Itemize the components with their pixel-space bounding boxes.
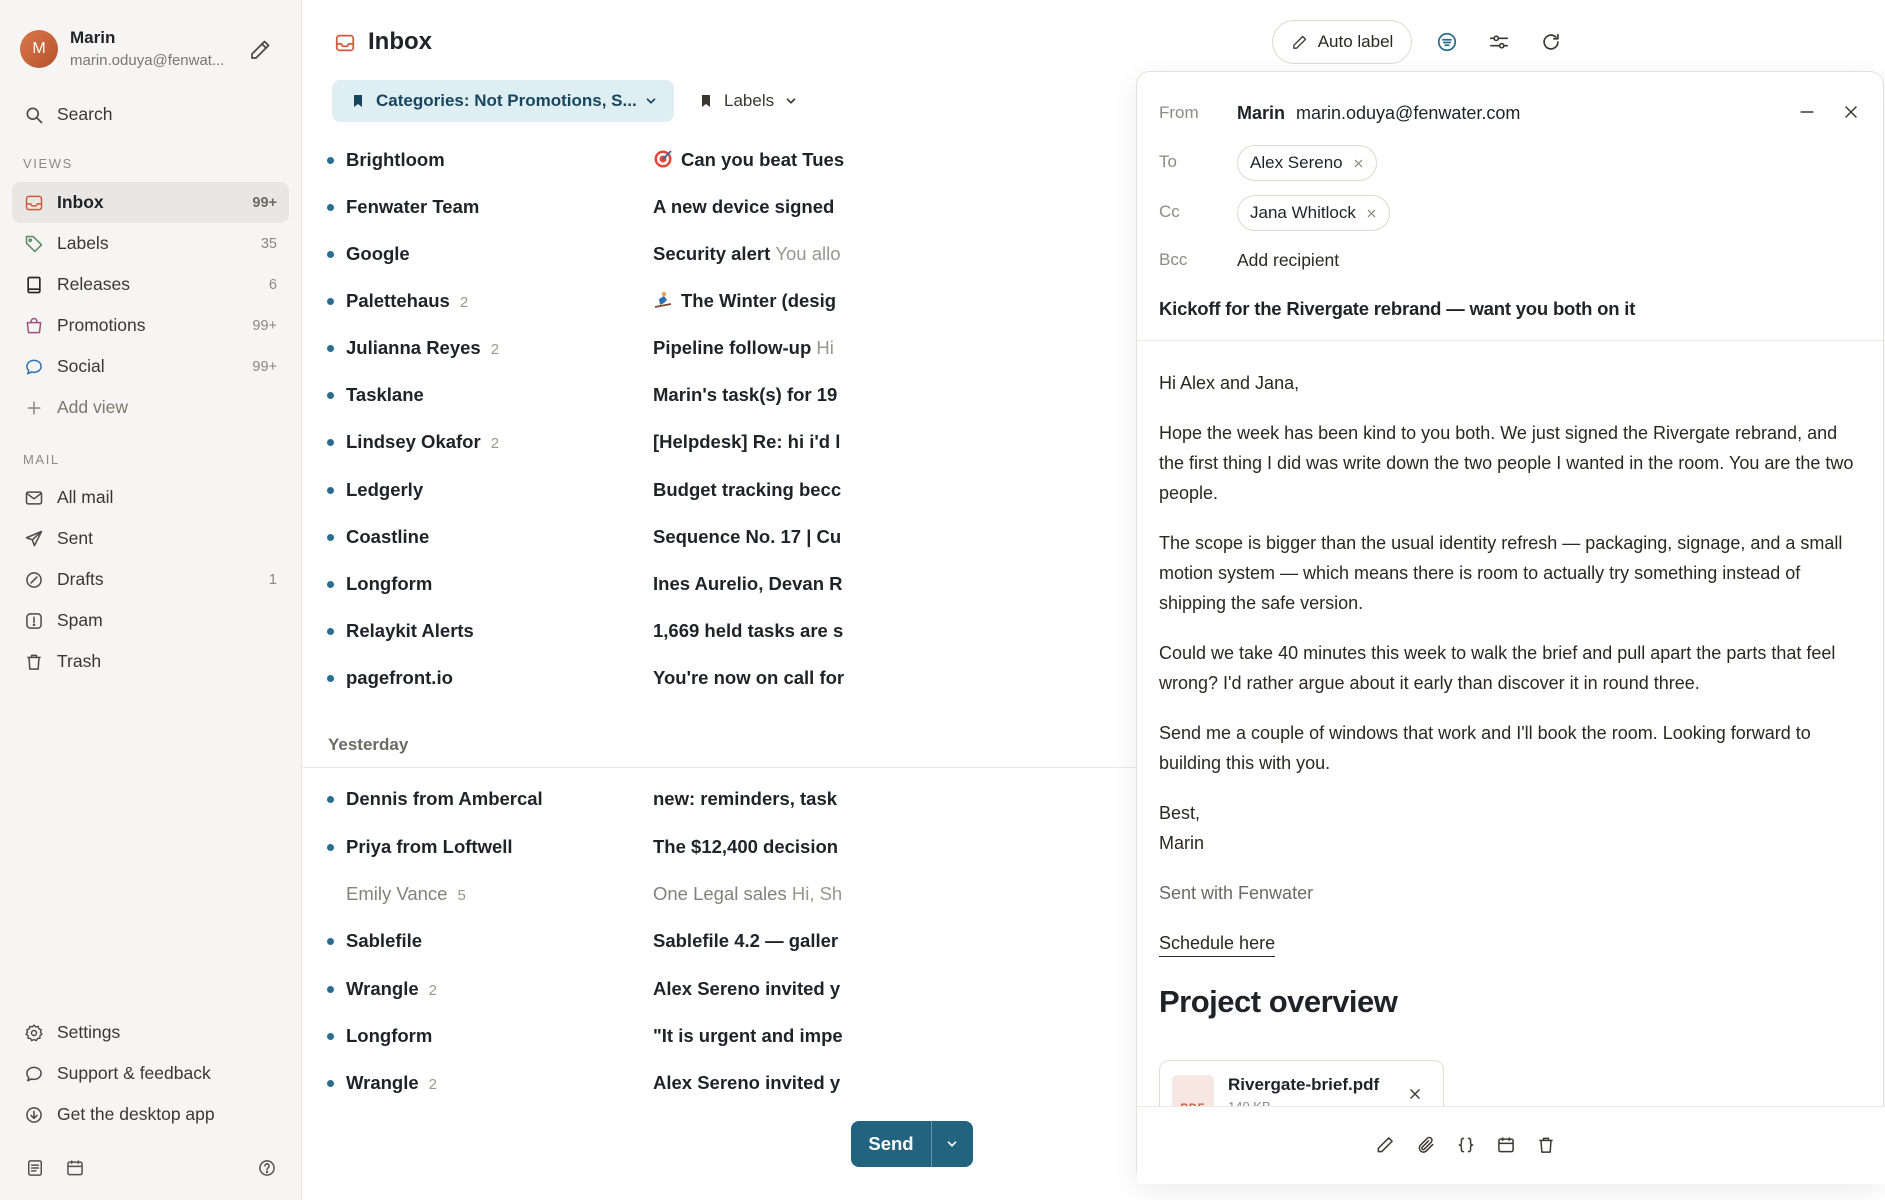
sidebar-item-label: Labels <box>57 233 109 253</box>
compose-window <box>1136 71 1884 1183</box>
body-signoff: Best, Marin <box>1159 803 1205 853</box>
page-title: Inbox <box>368 28 432 55</box>
message-row[interactable] <box>302 475 842 505</box>
draft-icon <box>24 570 44 590</box>
sidebar-item-label: Add view <box>57 397 129 417</box>
settings-label: Settings <box>57 1022 121 1042</box>
sidebar-item-label: Social <box>57 356 105 376</box>
subject-field[interactable]: Kickoff for the Rivergate rebrand — want you both on it <box>1159 298 1636 319</box>
message-row[interactable] <box>302 286 837 316</box>
book-icon <box>24 275 44 295</box>
paper-plane-icon <box>24 529 44 549</box>
shopping-bag-icon <box>24 316 44 336</box>
message-sender: Google <box>346 243 410 264</box>
add-view-button[interactable] <box>12 387 289 428</box>
target-emoji-icon <box>653 149 673 169</box>
unread-dot <box>327 1080 334 1087</box>
message-subject: [Helpdesk] Re: hi i'd l <box>653 431 841 452</box>
envelope-icon <box>24 488 44 508</box>
message-sender: Emily Vance 5 <box>346 883 466 904</box>
thread-count: 2 <box>428 982 437 999</box>
search-icon <box>24 105 44 125</box>
thread-count: 2 <box>428 1076 437 1093</box>
message-sender: Wrangle 2 <box>346 978 437 999</box>
thread-count: 2 <box>490 435 500 452</box>
divider <box>1137 340 1885 341</box>
message-sender: Brightloom <box>346 149 445 170</box>
remove-attachment-icon[interactable] <box>1408 1087 1422 1101</box>
trash-icon <box>24 652 44 672</box>
schedule-link[interactable]: Schedule here <box>1159 930 1275 957</box>
message-subject: The Winter (desig <box>653 290 833 312</box>
sidebar-item-count: 1 <box>268 571 277 588</box>
message-sender: pagefront.io <box>346 667 453 688</box>
chat-bubble-icon <box>24 357 44 377</box>
day-separator-label: Yesterday <box>328 735 409 754</box>
unread-dot <box>327 986 334 993</box>
message-row[interactable] <box>302 1068 841 1098</box>
unread-dot <box>327 938 334 945</box>
sidebar-item-label: Promotions <box>57 315 146 335</box>
project-overview-heading: Project overview <box>1159 984 1398 1019</box>
message-row[interactable] <box>302 784 838 814</box>
category-filter-label: Categories: Not Promotions, S... <box>376 91 637 110</box>
unread-dot <box>327 439 334 446</box>
support-feedback-button[interactable] <box>12 1053 289 1094</box>
unread-dot <box>327 251 334 258</box>
message-row[interactable] <box>302 832 839 862</box>
sidebar-item-label: Drafts <box>57 569 104 589</box>
sidebar-item-sent[interactable] <box>12 518 289 559</box>
sidebar-item-releases[interactable] <box>12 264 289 305</box>
recipient-name: Alex Sereno <box>1250 153 1343 172</box>
help-icon[interactable] <box>257 1158 277 1178</box>
message-row[interactable] <box>302 239 841 269</box>
sidebar-item-inbox[interactable] <box>12 182 289 223</box>
to-label: To <box>1159 152 1177 171</box>
message-row[interactable] <box>302 616 844 646</box>
message-sender: Julianna Reyes 2 <box>346 337 500 358</box>
unread-dot <box>327 534 334 541</box>
message-preview: You allo <box>775 243 841 264</box>
thread-count: 2 <box>459 294 469 311</box>
chevron-down-icon[interactable] <box>945 1137 959 1151</box>
sidebar-item-count: 35 <box>260 235 277 252</box>
unread-dot <box>327 628 334 635</box>
message-row[interactable] <box>302 333 832 363</box>
sidebar-item-labels[interactable] <box>12 223 289 264</box>
message-row[interactable] <box>302 145 845 175</box>
message-row[interactable] <box>302 522 842 552</box>
message-subject: Marin's task(s) for 19 <box>653 384 838 405</box>
tag-icon <box>24 234 44 254</box>
chat-bubble-icon <box>24 1064 44 1084</box>
support-label: Support & feedback <box>57 1063 211 1083</box>
bcc-label: Bcc <box>1159 250 1188 269</box>
pencil-icon <box>1291 34 1308 51</box>
desktop-app-button[interactable] <box>12 1094 289 1135</box>
recipient-chip-cc[interactable] <box>1237 195 1390 231</box>
notes-icon[interactable] <box>25 1158 45 1178</box>
minimize-icon[interactable] <box>1797 102 1817 122</box>
profile-name: Marin <box>70 28 116 47</box>
plus-icon <box>24 398 44 418</box>
profile[interactable] <box>20 28 282 72</box>
close-icon[interactable] <box>1841 102 1861 122</box>
message-row[interactable] <box>302 192 835 222</box>
unread-dot <box>327 392 334 399</box>
sidebar-item-promotions[interactable] <box>12 305 289 346</box>
message-preview: Hi <box>816 337 834 358</box>
message-subject: "It is urgent and impe <box>653 1025 843 1046</box>
attachment-name: Rivergate-brief.pdf <box>1228 1075 1380 1094</box>
auto-label-text: Auto label <box>1317 32 1394 51</box>
body-paragraph: Hope the week has been kind to you both. We just signed the Rivergate rebrand, and the first thing I did was write down the two people I wanted in the room. You are the two people. <box>1159 423 1854 503</box>
message-row[interactable] <box>302 974 841 1004</box>
sidebar-item-label: Inbox <box>57 192 104 212</box>
calendar-icon[interactable] <box>1496 1135 1516 1155</box>
mail-section-label: MAIL <box>23 452 60 467</box>
message-preview: Hi, Sh <box>791 883 843 904</box>
thread-count: 5 <box>457 887 466 904</box>
sidebar <box>0 0 302 1200</box>
message-sender: Sablefile <box>346 930 423 951</box>
signature-pen-icon[interactable] <box>1375 1135 1395 1155</box>
message-row[interactable] <box>302 380 838 410</box>
sidebar-item-all-mail[interactable] <box>12 477 289 518</box>
auto-label-button[interactable] <box>1272 20 1412 64</box>
message-subject: Sablefile 4.2 — galler <box>653 930 839 951</box>
message-subject: Can you beat Tues <box>653 149 833 171</box>
body-paragraph: Send me a couple of windows that work and I'll book the room. Looking forward to building this with you. <box>1159 723 1811 773</box>
unread-dot <box>327 581 334 588</box>
send-label: Send <box>868 1133 914 1154</box>
message-subject: Sequence No. 17 | Cu <box>653 526 842 547</box>
profile-email: marin.oduya@fenwat... <box>70 52 225 69</box>
message-sender: Coastline <box>346 526 430 547</box>
sidebar-item-social[interactable] <box>12 346 289 387</box>
message-row[interactable] <box>302 879 843 909</box>
body-paragraph: The scope is bigger than the usual identity refresh — packaging, signage, and a small motion system — which means there is room to actually try something instead of shipping the safe version. <box>1159 533 1843 613</box>
message-sender: Fenwater Team <box>346 196 480 217</box>
body-paragraph: Could we take 40 minutes this week to walk the brief and pull apart the parts that feel wrong? I'd rather argue about it early than discover it in round three. <box>1159 643 1836 693</box>
message-subject: Alex Sereno invited y <box>653 978 841 999</box>
sidebar-item-label: Sent <box>57 528 93 548</box>
main-content <box>302 0 1854 1200</box>
message-row[interactable] <box>302 569 843 599</box>
message-sender: Palettehaus 2 <box>346 290 469 311</box>
sidebar-item-count: 99+ <box>252 194 277 211</box>
inbox-icon <box>334 32 356 54</box>
sidebar-item-label: Releases <box>57 274 130 294</box>
message-subject: new: reminders, task <box>653 788 838 809</box>
message-row[interactable] <box>302 427 841 457</box>
gear-icon <box>24 1023 44 1043</box>
remove-recipient-icon[interactable] <box>1366 208 1377 219</box>
from-email[interactable]: marin.oduya@fenwater.com <box>1296 103 1521 123</box>
message-sender: Longform <box>346 573 433 594</box>
unread-dot <box>327 204 334 211</box>
calendar-icon[interactable] <box>65 1158 85 1178</box>
chevron-down-icon <box>784 94 798 108</box>
bookmark-icon <box>698 93 714 109</box>
code-braces-icon[interactable] <box>1456 1135 1476 1155</box>
bookmark-icon <box>350 93 366 109</box>
message-subject: Budget tracking becc <box>653 479 842 500</box>
message-subject: Security alert You allo <box>653 243 841 264</box>
unread-dot <box>327 844 334 851</box>
divider <box>931 1121 932 1167</box>
from-label: From <box>1159 103 1199 122</box>
avatar[interactable]: M <box>20 30 58 68</box>
message-subject: You're now on call for <box>653 667 845 688</box>
sidebar-item-count: 6 <box>268 276 277 293</box>
sidebar-item-count: 99+ <box>252 317 277 334</box>
spam-icon <box>24 611 44 631</box>
message-sender: Lindsey Okafor 2 <box>346 431 500 452</box>
sent-with-text: Sent with Fenwater <box>1159 883 1314 903</box>
chevron-down-icon <box>644 94 658 108</box>
cc-label: Cc <box>1159 202 1180 221</box>
message-row[interactable] <box>302 926 839 956</box>
body-greeting: Hi Alex and Jana, <box>1159 373 1300 393</box>
labels-filter-dropdown[interactable] <box>698 80 798 122</box>
thread-count: 2 <box>490 341 500 358</box>
message-subject: The $12,400 decision <box>653 836 839 857</box>
sidebar-item-drafts[interactable] <box>12 559 289 600</box>
unread-dot <box>327 1033 334 1040</box>
sidebar-item-label: Spam <box>57 610 103 630</box>
settings-button[interactable] <box>12 1012 289 1053</box>
skier-emoji-icon <box>653 290 673 310</box>
unread-dot <box>327 796 334 803</box>
views-section-label: VIEWS <box>23 156 73 171</box>
desktop-app-label: Get the desktop app <box>57 1104 215 1124</box>
paperclip-icon[interactable] <box>1416 1135 1436 1155</box>
trash-icon[interactable] <box>1536 1135 1556 1155</box>
message-sender: Ledgerly <box>346 479 424 500</box>
message-body[interactable] <box>1159 368 1859 1022</box>
recipient-name: Jana Whitlock <box>1250 203 1356 222</box>
recipient-chip-to[interactable] <box>1237 145 1377 181</box>
message-subject: One Legal sales Hi, Sh <box>653 883 843 904</box>
sidebar-item-trash[interactable] <box>12 641 289 682</box>
message-subject: Alex Sereno invited y <box>653 1072 841 1093</box>
message-subject: 1,669 held tasks are s <box>653 620 844 641</box>
search-label: Search <box>57 104 113 124</box>
message-row[interactable] <box>302 1021 843 1051</box>
message-sender: Priya from Loftwell <box>346 836 513 857</box>
unread-dot <box>327 157 334 164</box>
category-filter-dropdown[interactable] <box>332 80 674 122</box>
remove-recipient-icon[interactable] <box>1353 158 1364 169</box>
unread-dot <box>327 298 334 305</box>
send-button[interactable] <box>851 1121 973 1167</box>
inbox-icon <box>24 193 44 213</box>
refresh-icon[interactable] <box>1540 31 1562 53</box>
message-subject: Ines Aurelio, Devan R <box>653 573 843 594</box>
filter-circle-icon[interactable] <box>1436 31 1458 53</box>
unread-dot <box>327 345 334 352</box>
from-name: Marin <box>1237 103 1286 123</box>
sidebar-item-label: All mail <box>57 487 114 507</box>
search-button[interactable] <box>12 94 289 135</box>
unread-dot <box>327 487 334 494</box>
bcc-input[interactable]: Add recipient <box>1237 250 1340 270</box>
sidebar-item-spam[interactable] <box>12 600 289 641</box>
message-sender: Tasklane <box>346 384 424 405</box>
message-subject: A new device signed <box>653 196 835 217</box>
labels-filter-label: Labels <box>724 91 775 110</box>
message-sender: Dennis from Ambercal <box>346 788 543 809</box>
compose-pencil-icon[interactable] <box>248 38 272 62</box>
sidebar-item-label: Trash <box>57 651 102 671</box>
download-icon <box>24 1105 44 1125</box>
message-subject: Pipeline follow-up Hi <box>653 337 834 358</box>
unread-dot <box>327 675 334 682</box>
message-row[interactable] <box>302 663 845 693</box>
message-sender: Relaykit Alerts <box>346 620 474 641</box>
sliders-icon[interactable] <box>1488 31 1510 53</box>
message-sender: Longform <box>346 1025 433 1046</box>
sidebar-item-count: 99+ <box>252 358 277 375</box>
message-sender: Wrangle 2 <box>346 1072 437 1093</box>
